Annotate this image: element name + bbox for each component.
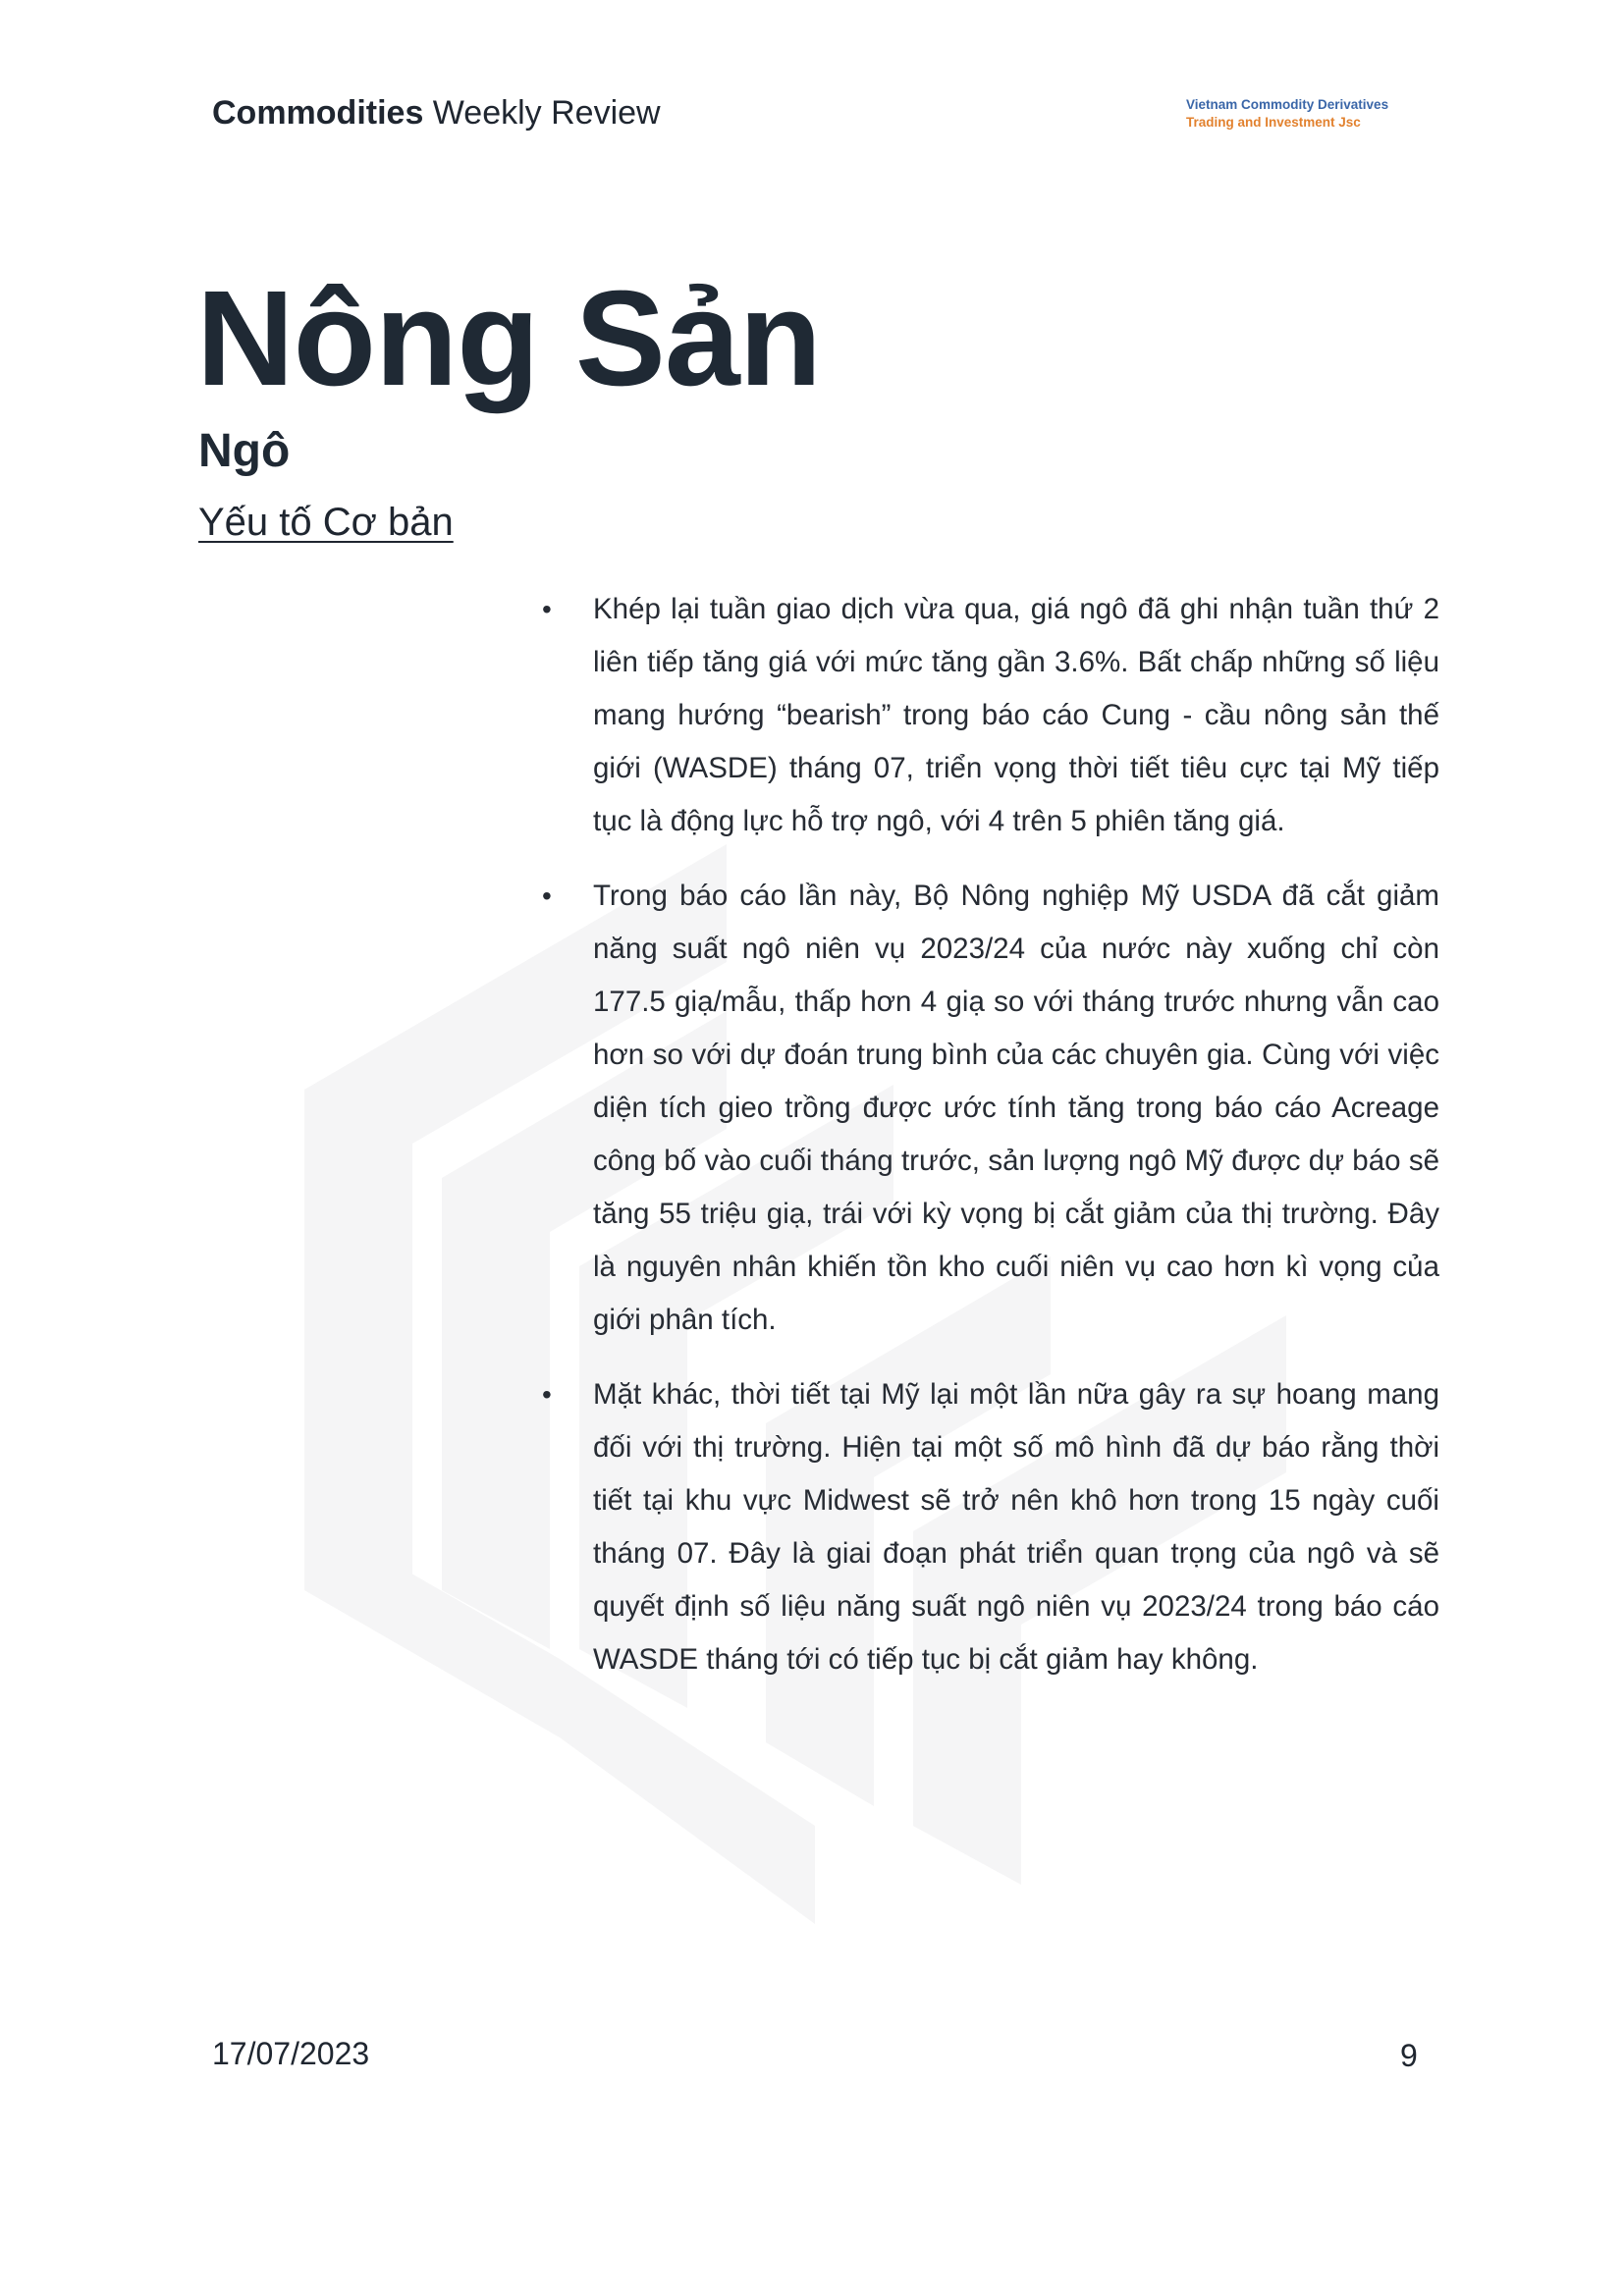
bullet-item [538,1368,1439,1686]
logo-line-2: Trading and Investment Jsc [1186,115,1361,130]
report-header-title [212,94,661,133]
logo-line-1: Vietnam Commodity Derivatives [1186,97,1389,112]
header-title-rest: Weekly Review [423,94,661,132]
bullet-item [538,583,1439,848]
bullet-list [538,583,1439,1708]
bullet-text: Trong báo cáo lần này, Bộ Nông nghiệp Mỹ USDA đã cắt giảm năng suất ngô niên vụ 2023/24 của nước này xuống chỉ còn 177.5 giạ/mẫu, thấp hơn 4 giạ so với tháng trước nhưng vẫn cao hơn so với dự đoán trung bình của các chuyên gia. Cùng với việc diện tích gieo trồng được ước tính tăng trong báo cáo Acreage công bố vào cuối tháng trước, sản lượng ngô Mỹ được dự báo sẽ tăng 55 triệu giạ, trái với kỳ vọng bị cắt giảm của thị trường. Đây là nguyên nhân khiến tồn kho cuối niên vụ cao hơn kì vọng của giới phân tích. [593,880,1439,1336]
bullet-dot-icon: • [542,594,552,624]
company-logo [1186,96,1388,132]
section-heading: Yếu tố Cơ bản [198,501,454,544]
bullet-text: Khép lại tuần giao dịch vừa qua, giá ngô đã ghi nhận tuần thứ 2 liên tiếp tăng giá với mức tăng gần 3.6%. Bất chấp những số liệu mang hướng “bearish” trong báo cáo Cung - cầu nông sản thế giới (WASDE) tháng 07, triển vọng thời tiết tiêu cực tại Mỹ tiếp tục là động lực hỗ trợ ngô, với 4 trên 5 phiên tăng giá. [593,593,1439,837]
page-subtitle: Ngô [198,425,291,477]
header-title-bold: Commodities [212,94,424,132]
page-title: Nông Sản [196,263,821,414]
page-number: 9 [1400,2038,1418,2073]
bullet-dot-icon: • [542,1379,552,1410]
bullet-item [538,870,1439,1347]
bullet-text: Mặt khác, thời tiết tại Mỹ lại một lần nữa gây ra sự hoang mang đối với thị trường. Hiện tại một số mô hình đã dự báo rằng thời tiết tại khu vực Midwest sẽ trở nên khô hơn trong 15 ngày cuối tháng 07. Đây là giai đoạn phát triển quan trọng của ngô và sẽ quyết định số liệu năng suất ngô niên vụ 2023/24 trong báo cáo WASDE tháng tới có tiếp tục bị cắt giảm hay không. [593,1378,1439,1676]
footer-date: 17/07/2023 [212,2036,370,2071]
bullet-dot-icon: • [542,881,552,911]
